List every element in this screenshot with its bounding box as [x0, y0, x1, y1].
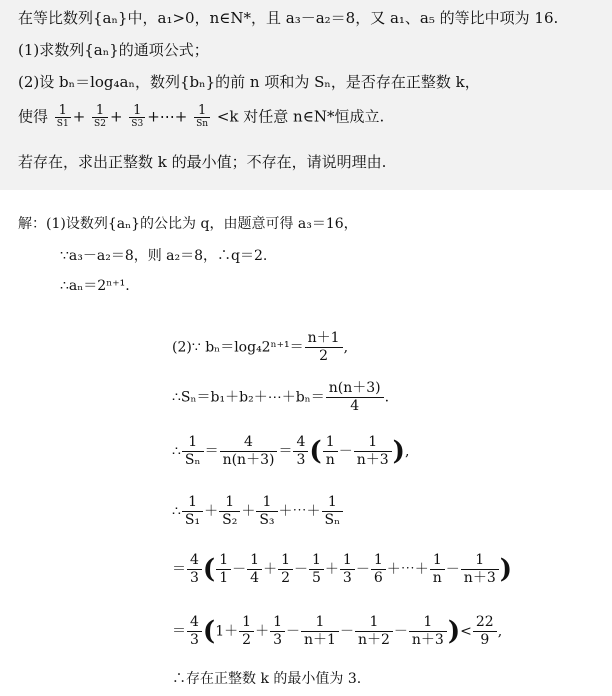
frac-num: 1 [340, 552, 355, 570]
frac-num: n(n＋3) [326, 380, 384, 398]
frac-den: 4 [250, 570, 260, 586]
frac-num: 1 [371, 552, 386, 570]
d5-f8 [461, 552, 499, 587]
d4-frac-3 [256, 494, 277, 529]
d3-frac-2 [220, 434, 278, 469]
frac-num: 1 [270, 614, 285, 632]
frac-num: 1 [256, 494, 277, 512]
d2-left: ∴Sₙ＝b₁＋b₂＋⋯＋bₙ＝ [172, 389, 325, 406]
d3-eq: ＝ [204, 443, 219, 460]
frac-num: 4 [187, 614, 202, 632]
frac-num: 1 [239, 614, 254, 632]
d5-paren-close: ) [499, 554, 513, 585]
frac-den: S₂ [222, 512, 238, 528]
frac-den: 3 [273, 632, 282, 648]
frac-num: 1 [219, 494, 240, 512]
d4-frac-4 [322, 494, 344, 529]
d6-lt: < [460, 623, 472, 640]
frac-num: 1 [430, 552, 445, 570]
problem-line-4: 使得 $\frac{1}{S1}$ + $\frac{1}{S2}$ + $\frac{1}{S3}$ +⋯+ $\frac{1}{Sn}$ <k 对任意 n∈N*恒成立. [18, 103, 385, 129]
d3-eq2: ＝ [278, 443, 293, 460]
d2-end: . [384, 389, 390, 406]
frac-den: 3 [342, 570, 352, 586]
frac-den: 3 [296, 452, 306, 468]
frac-num: 1 [461, 552, 499, 570]
frac-den: S₁ [184, 512, 201, 528]
d5-paren-open: ( [202, 554, 216, 585]
frac-num: 4 [293, 434, 308, 452]
problem-line-5: 若存在，求出正整数 k 的最小值；不存在，请说明理由. [18, 153, 387, 171]
fraction-1-over-s1 [55, 104, 71, 131]
problem-line-2: (1)求数列{aₙ}的通项公式； [18, 41, 209, 59]
d5-f6 [371, 552, 386, 587]
d6-result [473, 614, 497, 649]
frac-num: 1 [182, 494, 203, 512]
d3-frac-1 [182, 434, 204, 469]
d6-paren-close: ) [447, 616, 461, 647]
frac-num: 1 [309, 552, 324, 570]
fraction-1-over-sn [194, 104, 210, 131]
frac-num: 1 [92, 104, 108, 118]
frac-den: n＋3 [356, 452, 389, 468]
frac-den: Sₙ [184, 452, 201, 468]
frac-num: 1 [55, 104, 71, 118]
frac-den: n [432, 570, 442, 586]
frac-num: 1 [182, 434, 204, 452]
frac-num: 1 [301, 614, 339, 632]
frac-den: S1 [56, 119, 69, 129]
d5-f3 [278, 552, 293, 587]
frac-den: n(n＋3) [222, 452, 275, 468]
solution-line-3: ∴aₙ＝2ⁿ⁺¹. [60, 278, 130, 294]
derivation-line-4: ∴ $\frac{1}{\text{S₁}}$ ＋ $\frac{1}{\text{S₂}}$ ＋ $\frac{1}{\text{S₃}}$ ＋⋯＋ $\frac{1}{\text{Sₙ}}$ [172, 494, 344, 529]
solution-line-1: 解：(1)设数列{aₙ}的公比为 q，由题意可得 a₃＝16， [18, 216, 358, 232]
frac-num: 4 [187, 552, 202, 570]
derivation-line-1 [172, 330, 348, 365]
derivation-line-3 [172, 434, 409, 469]
frac-den: n＋3 [463, 570, 496, 586]
frac-num: 1 [216, 552, 231, 570]
frac-den: n＋3 [411, 632, 444, 648]
derivation-line-6: ＝ $\frac{4}{3}$ (1＋ $\frac{1}{2}$ ＋ $\frac{1}{3}$ － $\frac{1}{n+1}$ － $\frac{1}{n+2}$ － $\frac{1}{n+3}$ )< $\frac{22}{9}$ , [172, 614, 503, 648]
d3-paren-close: ) [392, 436, 405, 467]
problem-line-3: (2)设 bₙ＝log₄aₙ，数列{bₙ}的前 n 项和为 Sₙ，是否存在正整数 k， [18, 73, 480, 91]
d1-left: (2)∵ bₙ＝log₄2ⁿ⁺¹＝ [172, 339, 304, 356]
d3-paren-open: ( [309, 436, 322, 467]
d4-frac-2 [219, 494, 240, 529]
frac-den: n＋2 [357, 632, 390, 648]
frac-den: 3 [190, 570, 199, 586]
frac-den: 2 [242, 632, 252, 648]
derivation-line-7: ∴存在正整数 k 的最小值为 3. [172, 671, 362, 687]
d6-f3 [301, 614, 339, 649]
frac-num: 1 [355, 614, 393, 632]
d3-frac-3 [293, 434, 308, 469]
d4-frac-1 [182, 494, 203, 529]
d3-frac-4 [323, 434, 338, 469]
d2-fraction [326, 380, 384, 415]
frac-num: 1 [278, 552, 293, 570]
frac-den: Sn [196, 119, 209, 129]
frac-num: 1 [354, 434, 392, 452]
frac-den: S₃ [259, 512, 275, 528]
frac-num: 22 [473, 614, 497, 632]
frac-den: 2 [281, 570, 290, 586]
frac-num: 1 [322, 494, 344, 512]
frac-den: 2 [319, 348, 329, 364]
frac-den: n [325, 452, 335, 468]
d5-f4 [309, 552, 324, 587]
d3-end: , [404, 443, 410, 460]
frac-num: 1 [194, 104, 210, 118]
frac-den: 1 [219, 570, 229, 586]
d5-f2 [247, 552, 262, 587]
frac-den: S3 [131, 119, 144, 129]
d5-coef [187, 552, 202, 587]
frac-den: 3 [190, 632, 199, 648]
d5-f1 [216, 552, 231, 587]
frac-den: S2 [94, 119, 106, 129]
d6-one-plus: 1＋ [215, 623, 239, 640]
d3-left: ∴ [172, 443, 181, 460]
d3-frac-5 [354, 434, 392, 469]
problem-statement [0, 0, 612, 190]
frac-den: 9 [480, 632, 490, 648]
frac-num: n＋1 [305, 330, 343, 348]
d1-fraction [305, 330, 343, 365]
derivation-line-2 [172, 380, 389, 415]
d6-left: ＝ [172, 623, 186, 640]
problem-line-1: 在等比数列{aₙ}中，a₁>0，n∈N*，且 a₃－a₂＝8，又 a₁、a₅ 的等比中项为 16. [18, 9, 559, 27]
d5-f7 [430, 552, 445, 587]
fraction-1-over-s3 [129, 104, 145, 131]
frac-den: 4 [350, 398, 360, 414]
frac-den: n＋1 [304, 632, 336, 648]
frac-den: 6 [373, 570, 383, 586]
frac-den: 5 [312, 570, 321, 586]
d6-f5 [409, 614, 447, 649]
frac-num: 1 [129, 104, 145, 118]
d6-f4 [355, 614, 393, 649]
derivation-line-5: ＝ $\frac{4}{3}$ ( $\frac{1}{1}$ － $\frac{1}{4}$ ＋ $\frac{1}{2}$ － $\frac{1}{5}$ ＋ $\frac{1}{3}$ － $\frac{1}{6}$ ＋⋯＋ $\frac{1}{n}$ － $\frac{1}{n+3}$ ) [172, 552, 513, 586]
frac-num: 1 [409, 614, 447, 632]
frac-num: 1 [323, 434, 338, 452]
frac-num: 4 [220, 434, 278, 452]
frac-den: Sₙ [324, 512, 341, 528]
frac-num: 1 [247, 552, 262, 570]
d6-paren-open: ( [202, 616, 216, 647]
d4-dots: ＋⋯＋ [278, 503, 321, 520]
d6-coef [187, 614, 202, 649]
d1-end: , [343, 339, 349, 356]
problem-line-4-prefix: 使得 [18, 107, 49, 126]
d5-left: ＝ [172, 561, 186, 578]
d3-minus: － [338, 443, 353, 460]
d6-f1 [239, 614, 254, 649]
d6-f2 [270, 614, 285, 649]
problem-line-4-suffix: <k 对任意 n∈N*恒成立. [216, 107, 385, 126]
d4-left: ∴ [172, 503, 181, 520]
solution-line-2: ∵a₃－a₂＝8，则 a₂＝8，∴q＝2. [60, 248, 268, 264]
d5-f5 [340, 552, 355, 587]
fraction-1-over-s2 [92, 104, 108, 131]
